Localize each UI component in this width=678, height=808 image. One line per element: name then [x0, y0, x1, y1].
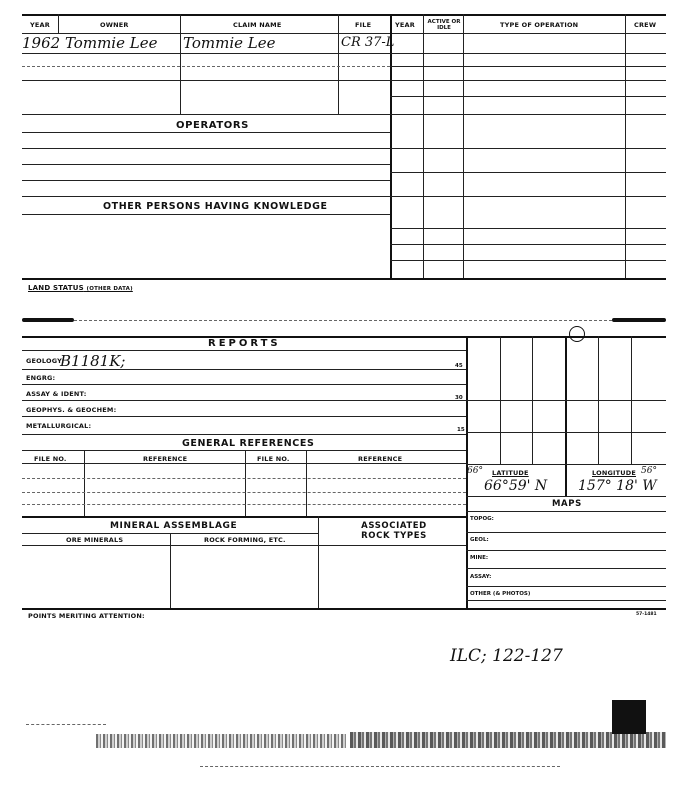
margin-45: 45	[455, 363, 463, 369]
operators-title: OPERATORS	[176, 120, 249, 131]
geophys-geochem-label: GEOPHYS. & GEOCHEM:	[26, 406, 117, 414]
header-year: YEAR	[30, 21, 50, 29]
metallurgical-label: METALLURGICAL:	[26, 422, 92, 430]
ore-minerals-label: ORE MINERALS	[66, 536, 124, 544]
rock-forming-label: ROCK FORMING, ETC.	[204, 536, 286, 544]
geology-value: B1181K;	[60, 352, 126, 370]
form-number: 57-1481	[636, 612, 657, 617]
mineral-assemblage-title: MINERAL ASSEMBLAGE	[110, 521, 238, 531]
row1-claim-name: Tommie Lee	[183, 34, 276, 52]
header-active-idle: ACTIVE OR IDLE	[427, 19, 461, 31]
assay-ident-label: ASSAY & IDENT:	[26, 390, 87, 398]
associated-rock-types-title: ASSOCIATED ROCK TYPES	[361, 521, 427, 541]
land-status-title: LAND STATUS (OTHER DATA)	[28, 284, 133, 292]
row1-year-owner: 1962 Tommie Lee	[22, 34, 158, 52]
longitude-label: LONGITUDE	[592, 469, 636, 477]
margin-15: 15	[457, 427, 465, 433]
circle-mark-icon	[569, 326, 585, 342]
maps-geol-label: GEOL:	[470, 537, 489, 543]
row1-file: CR 37-L	[341, 35, 395, 50]
ref-reference-2: REFERENCE	[358, 455, 403, 463]
longitude-suffix: 56°	[641, 466, 657, 476]
reports-title: REPORTS	[208, 338, 281, 349]
header-owner: OWNER	[100, 21, 129, 29]
header-year-2: YEAR	[395, 21, 415, 29]
handwritten-note: ILC; 122-127	[450, 646, 563, 666]
latitude-prefix: 66°	[467, 466, 483, 476]
ref-file-no-2: FILE NO.	[257, 455, 290, 463]
longitude-value: 157° 18' W	[578, 478, 657, 494]
latitude-value: 66°59' N	[484, 478, 548, 494]
scan-black-square	[612, 700, 646, 734]
maps-mine-label: MINE:	[470, 555, 489, 561]
header-file: FILE	[355, 21, 372, 29]
margin-30: 30	[455, 395, 463, 401]
general-references-title: GENERAL REFERENCES	[182, 438, 315, 449]
other-persons-title: OTHER PERSONS HAVING KNOWLEDGE	[103, 201, 328, 212]
engrg-label: ENGRG:	[26, 374, 56, 382]
points-meriting-label: POINTS MERITING ATTENTION:	[28, 612, 145, 620]
latitude-label: LATITUDE	[492, 469, 529, 477]
geology-label: GEOLOGY:	[26, 357, 65, 365]
maps-assay-label: ASSAY:	[470, 574, 492, 580]
ref-file-no-1: FILE NO.	[34, 455, 67, 463]
maps-topog-label: TOPOG:	[470, 516, 494, 522]
header-type-of-operation: TYPE OF OPERATION	[500, 21, 579, 29]
header-crew: CREW	[634, 21, 657, 29]
maps-title: MAPS	[552, 499, 582, 509]
header-claim-name: CLAIM NAME	[233, 21, 282, 29]
maps-other-label: OTHER (& PHOTOS)	[470, 591, 531, 597]
ref-reference-1: REFERENCE	[143, 455, 188, 463]
